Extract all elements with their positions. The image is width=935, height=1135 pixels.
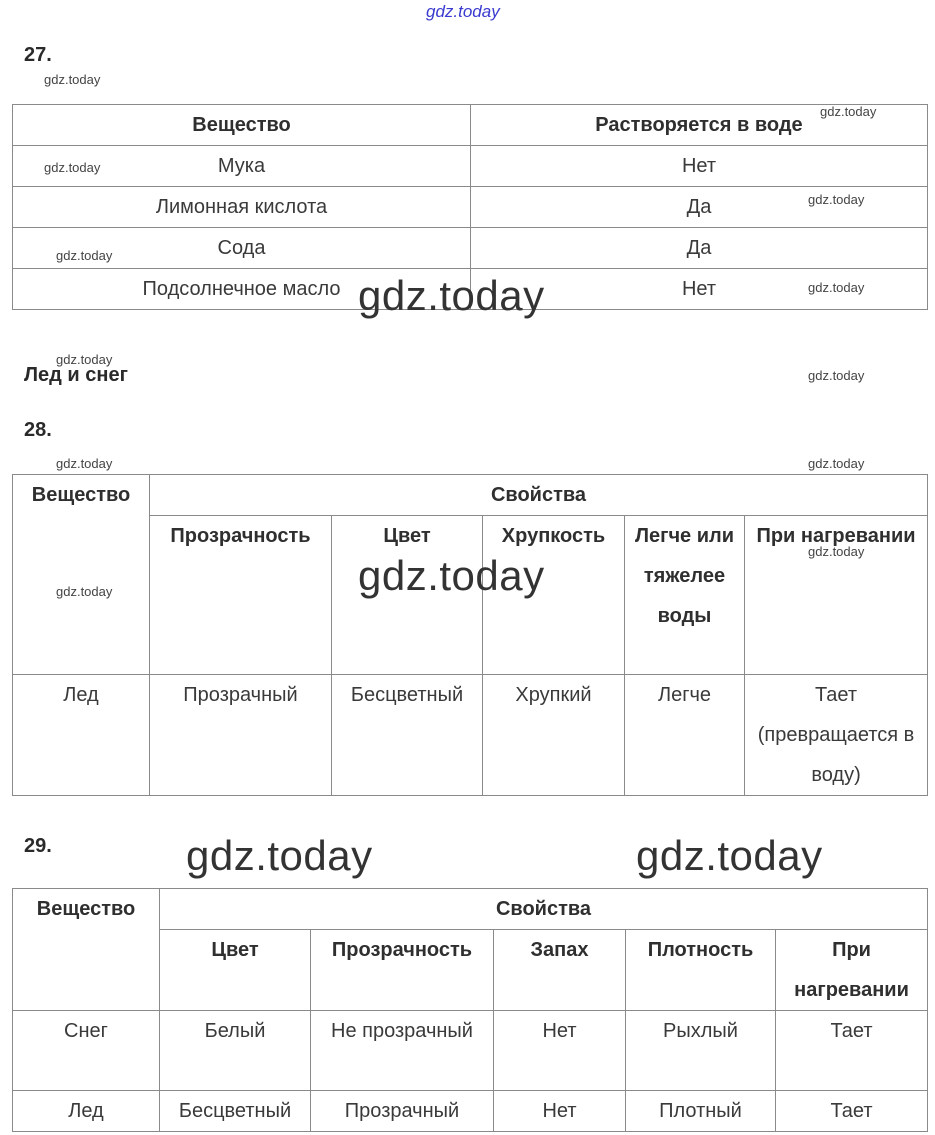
table-cell: Тает (превращается в воду)	[745, 675, 928, 796]
table-cell: Плотный	[626, 1091, 776, 1132]
watermark-small: gdz.today	[56, 456, 113, 471]
table-cell: Нет	[494, 1091, 626, 1132]
table-cell: Лед	[13, 675, 150, 796]
table-cell: Да	[471, 228, 928, 269]
table-subheader: Плотность	[626, 930, 776, 1011]
task-29-table	[12, 888, 928, 1132]
table-cell: Легче	[625, 675, 745, 796]
table-cell: Прозрачный	[311, 1091, 494, 1132]
watermark-small: gdz.today	[44, 160, 101, 175]
watermark-small: gdz.today	[44, 72, 101, 87]
table-cell: Белый	[160, 1011, 311, 1091]
task-28-table	[12, 474, 928, 796]
table-subheader: Легче или тяжелее воды	[625, 516, 745, 675]
table-cell: Да	[471, 187, 928, 228]
watermark-small: gdz.today	[808, 280, 865, 295]
watermark-big: gdz.today	[636, 832, 823, 879]
table-header-properties: Свойства	[150, 475, 928, 516]
watermark-big: gdz.today	[358, 272, 545, 319]
watermark-small: gdz.today	[808, 368, 865, 383]
table-cell: Подсолнечное масло	[13, 269, 471, 310]
table-cell: Лед	[13, 1091, 160, 1132]
table-cell: Снег	[13, 1011, 160, 1091]
watermark-small: gdz.today	[56, 248, 113, 263]
table-cell: Рыхлый	[626, 1011, 776, 1091]
watermark-small: gdz.today	[820, 104, 877, 119]
table-cell: Нет	[471, 146, 928, 187]
table-subheader: Цвет	[160, 930, 311, 1011]
table-cell: Лимонная кислота	[13, 187, 471, 228]
table-cell: Сода	[13, 228, 471, 269]
table-cell: Мука	[13, 146, 471, 187]
table-subheader: При нагревании	[745, 516, 928, 675]
table-cell: Тает	[776, 1011, 928, 1091]
table-cell: Нет	[471, 269, 928, 310]
table-header-substance: Вещество	[13, 475, 150, 675]
table-cell: Хрупкий	[483, 675, 625, 796]
table-subheader: Прозрачность	[311, 930, 494, 1011]
table-header-properties: Свойства	[160, 889, 928, 930]
watermark-small: gdz.today	[56, 352, 113, 367]
watermark-small: gdz.today	[808, 192, 865, 207]
watermark-small: gdz.today	[808, 456, 865, 471]
section-title: Лед и снег	[24, 364, 128, 386]
table-header-substance: Вещество	[13, 889, 160, 1011]
table-subheader: Хрупкость	[483, 516, 625, 675]
watermark-big: gdz.today	[358, 552, 545, 599]
table-header-dissolves: Растворяется в воде	[471, 105, 928, 146]
watermark-small: gdz.today	[56, 584, 113, 599]
table-subheader: Запах	[494, 930, 626, 1011]
table-cell: Тает	[776, 1091, 928, 1132]
watermark-top: gdz.today	[426, 2, 500, 21]
table-subheader: Цвет	[332, 516, 483, 675]
table-subheader: Прозрачность	[150, 516, 332, 675]
watermark-big: gdz.today	[186, 832, 373, 879]
table-cell: Бесцветный	[160, 1091, 311, 1132]
table-cell: Бесцветный	[332, 675, 483, 796]
task-28-number: 28.	[24, 419, 52, 441]
table-cell: Не прозрачный	[311, 1011, 494, 1091]
table-cell: Прозрачный	[150, 675, 332, 796]
table-header-substance: Вещество	[13, 105, 471, 146]
table-subheader: При нагревании	[776, 930, 928, 1011]
watermark-small: gdz.today	[808, 544, 865, 559]
task-27-number: 27.	[24, 44, 52, 66]
table-cell: Нет	[494, 1011, 626, 1091]
task-29-number: 29.	[24, 835, 52, 857]
